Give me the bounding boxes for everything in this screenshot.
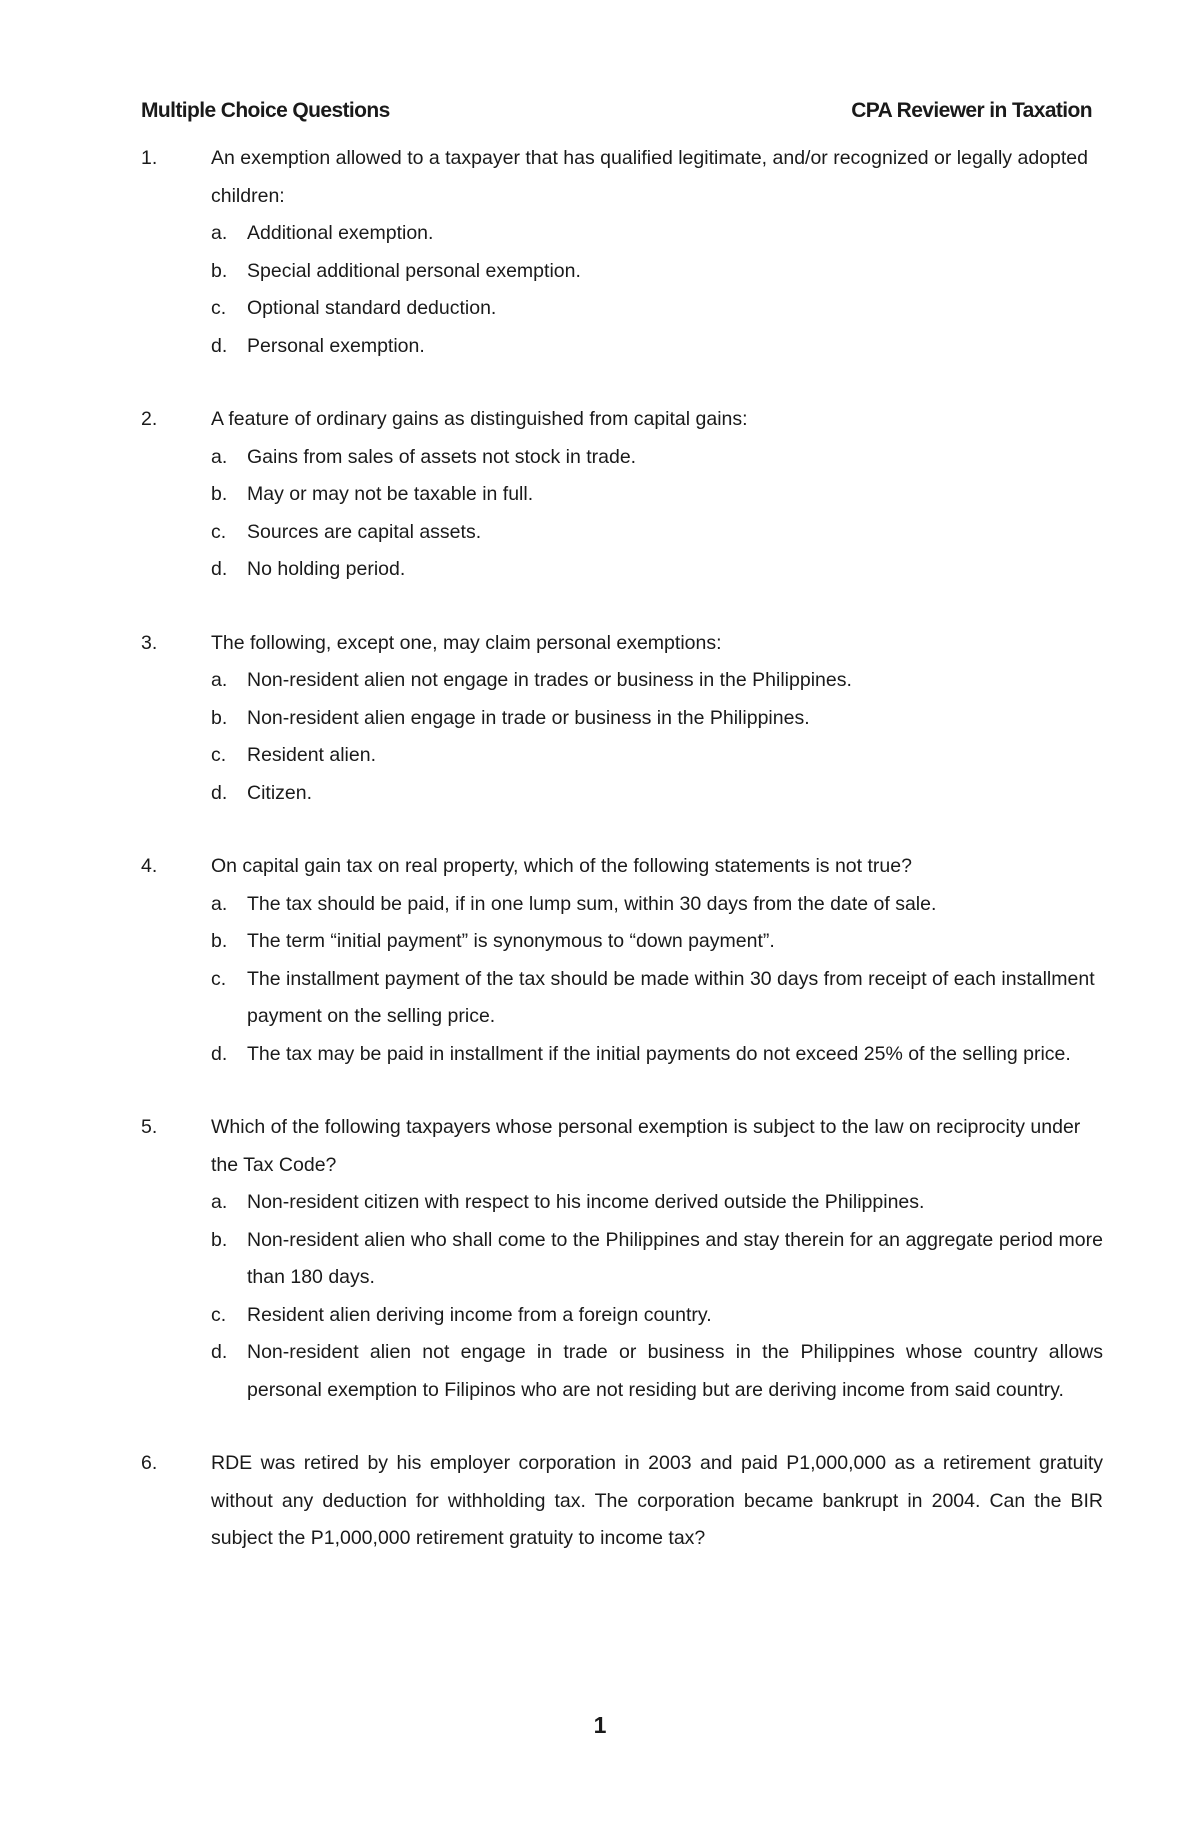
question-number: 3. <box>141 631 158 654</box>
question-text: Which of the following taxpayers whose personal exemption is subject to the law on reciprocity under the Tax Code? <box>211 1116 1081 1176</box>
option-letter: a. <box>211 222 228 244</box>
question-1 <box>141 140 1103 365</box>
question-list <box>141 140 1103 1594</box>
option-b <box>211 253 1103 291</box>
option-b <box>211 700 1103 738</box>
option-letter: d. <box>211 1042 228 1065</box>
question-text: The following, except one, may claim personal exemptions: <box>211 631 722 654</box>
option-letter: b. <box>211 930 228 952</box>
page-header <box>141 99 1092 129</box>
option-text: The installment payment of the tax should be made within 30 days from receipt of each installment payment on the selling price. <box>247 967 1095 1027</box>
question-5 <box>141 1109 1103 1409</box>
option-text: The tax should be paid, if in one lump sum, within 30 days from the date of sale. <box>247 892 937 915</box>
option-c <box>211 290 1103 328</box>
option-letter: b. <box>211 259 228 282</box>
option-a <box>211 662 1103 700</box>
page-number: 1 <box>593 1712 607 1738</box>
option-list <box>211 215 1103 365</box>
option-text: Non-resident alien engage in trade or business in the Philippines. <box>247 706 810 729</box>
option-text: Special additional personal exemption. <box>247 259 581 282</box>
header-right-title: CPA Reviewer in Taxation <box>851 99 1092 122</box>
question-text: An exemption allowed to a taxpayer that has qualified legitimate, and/or recognized or legally adopted children: <box>211 147 1088 207</box>
option-d <box>211 551 1103 589</box>
option-text: Citizen. <box>247 781 313 804</box>
option-text: No holding period. <box>247 558 406 580</box>
option-letter: c. <box>211 520 227 543</box>
option-letter: c. <box>211 744 227 766</box>
question-number: 6. <box>141 1452 158 1474</box>
option-letter: c. <box>211 297 227 319</box>
question-4 <box>141 848 1103 1073</box>
option-text: Resident alien. <box>247 744 376 766</box>
option-text: Resident alien deriving income from a foreign country. <box>247 1303 712 1326</box>
option-letter: c. <box>211 967 227 990</box>
option-letter: d. <box>211 334 228 357</box>
option-letter: b. <box>211 706 228 729</box>
option-c <box>211 961 1103 1036</box>
option-text: The term “initial payment” is synonymous to “down payment”. <box>247 930 775 952</box>
question-6 <box>141 1445 1103 1558</box>
option-c <box>211 514 1103 552</box>
option-letter: b. <box>211 483 228 505</box>
question-text: A feature of ordinary gains as distinguished from capital gains: <box>211 408 748 430</box>
option-letter: a. <box>211 1191 228 1213</box>
option-letter: d. <box>211 781 228 804</box>
header-left-title: Multiple Choice Questions <box>141 99 390 122</box>
question-2 <box>141 401 1103 589</box>
option-a <box>211 886 1103 924</box>
question-number: 4. <box>141 855 158 877</box>
option-d <box>211 328 1103 366</box>
option-text: May or may not be taxable in full. <box>247 483 534 505</box>
option-letter: d. <box>211 558 228 580</box>
option-letter: b. <box>211 1228 228 1251</box>
option-letter: a. <box>211 892 228 915</box>
option-d <box>211 1036 1103 1074</box>
question-number: 1. <box>141 147 158 169</box>
option-a <box>211 439 1103 477</box>
question-3 <box>141 625 1103 813</box>
option-text: Gains from sales of assets not stock in trade. <box>247 445 637 468</box>
option-c <box>211 737 1103 775</box>
option-letter: a. <box>211 445 228 468</box>
option-text: The tax may be paid in installment if the initial payments do not exceed 25% of the selling price. <box>247 1042 1071 1065</box>
option-a <box>211 215 1103 253</box>
option-text: Sources are capital assets. <box>247 520 482 543</box>
option-list <box>211 1184 1103 1409</box>
question-text: On capital gain tax on real property, which of the following statements is not true? <box>211 855 912 877</box>
option-b <box>211 923 1103 961</box>
question-number: 2. <box>141 408 158 430</box>
option-letter: a. <box>211 669 228 691</box>
option-list <box>211 662 1103 812</box>
option-list <box>211 886 1103 1074</box>
option-b <box>211 476 1103 514</box>
option-d <box>211 1334 1103 1409</box>
question-number: 5. <box>141 1116 158 1138</box>
option-text: Non-resident alien not engage in trades or business in the Philippines. <box>247 669 852 691</box>
option-text: Personal exemption. <box>247 334 425 357</box>
option-letter: d. <box>211 1341 228 1363</box>
option-c <box>211 1297 1103 1335</box>
option-b <box>211 1222 1103 1297</box>
option-letter: c. <box>211 1303 227 1326</box>
option-d <box>211 775 1103 813</box>
option-text: Non-resident citizen with respect to his income derived outside the Philippines. <box>247 1191 925 1213</box>
question-text: RDE was retired by his employer corporation in 2003 and paid P1,000,000 as a retirement gratuity without any deduction for withholding tax. The corporation became bankrupt in 2004. Can the BIR subject the P1,000,000 retirement gratuity to income tax? <box>211 1452 1103 1549</box>
option-a <box>211 1184 1103 1222</box>
option-text: Additional exemption. <box>247 222 434 244</box>
option-text: Non-resident alien not engage in trade or business in the Philippines whose country allows personal exemption to Filipinos who are not residing but are deriving income from said country. <box>247 1341 1103 1401</box>
option-text: Optional standard deduction. <box>247 297 497 319</box>
option-list <box>211 439 1103 589</box>
option-text: Non-resident alien who shall come to the Philippines and stay therein for an aggregate period more than 180 days. <box>247 1228 1103 1288</box>
